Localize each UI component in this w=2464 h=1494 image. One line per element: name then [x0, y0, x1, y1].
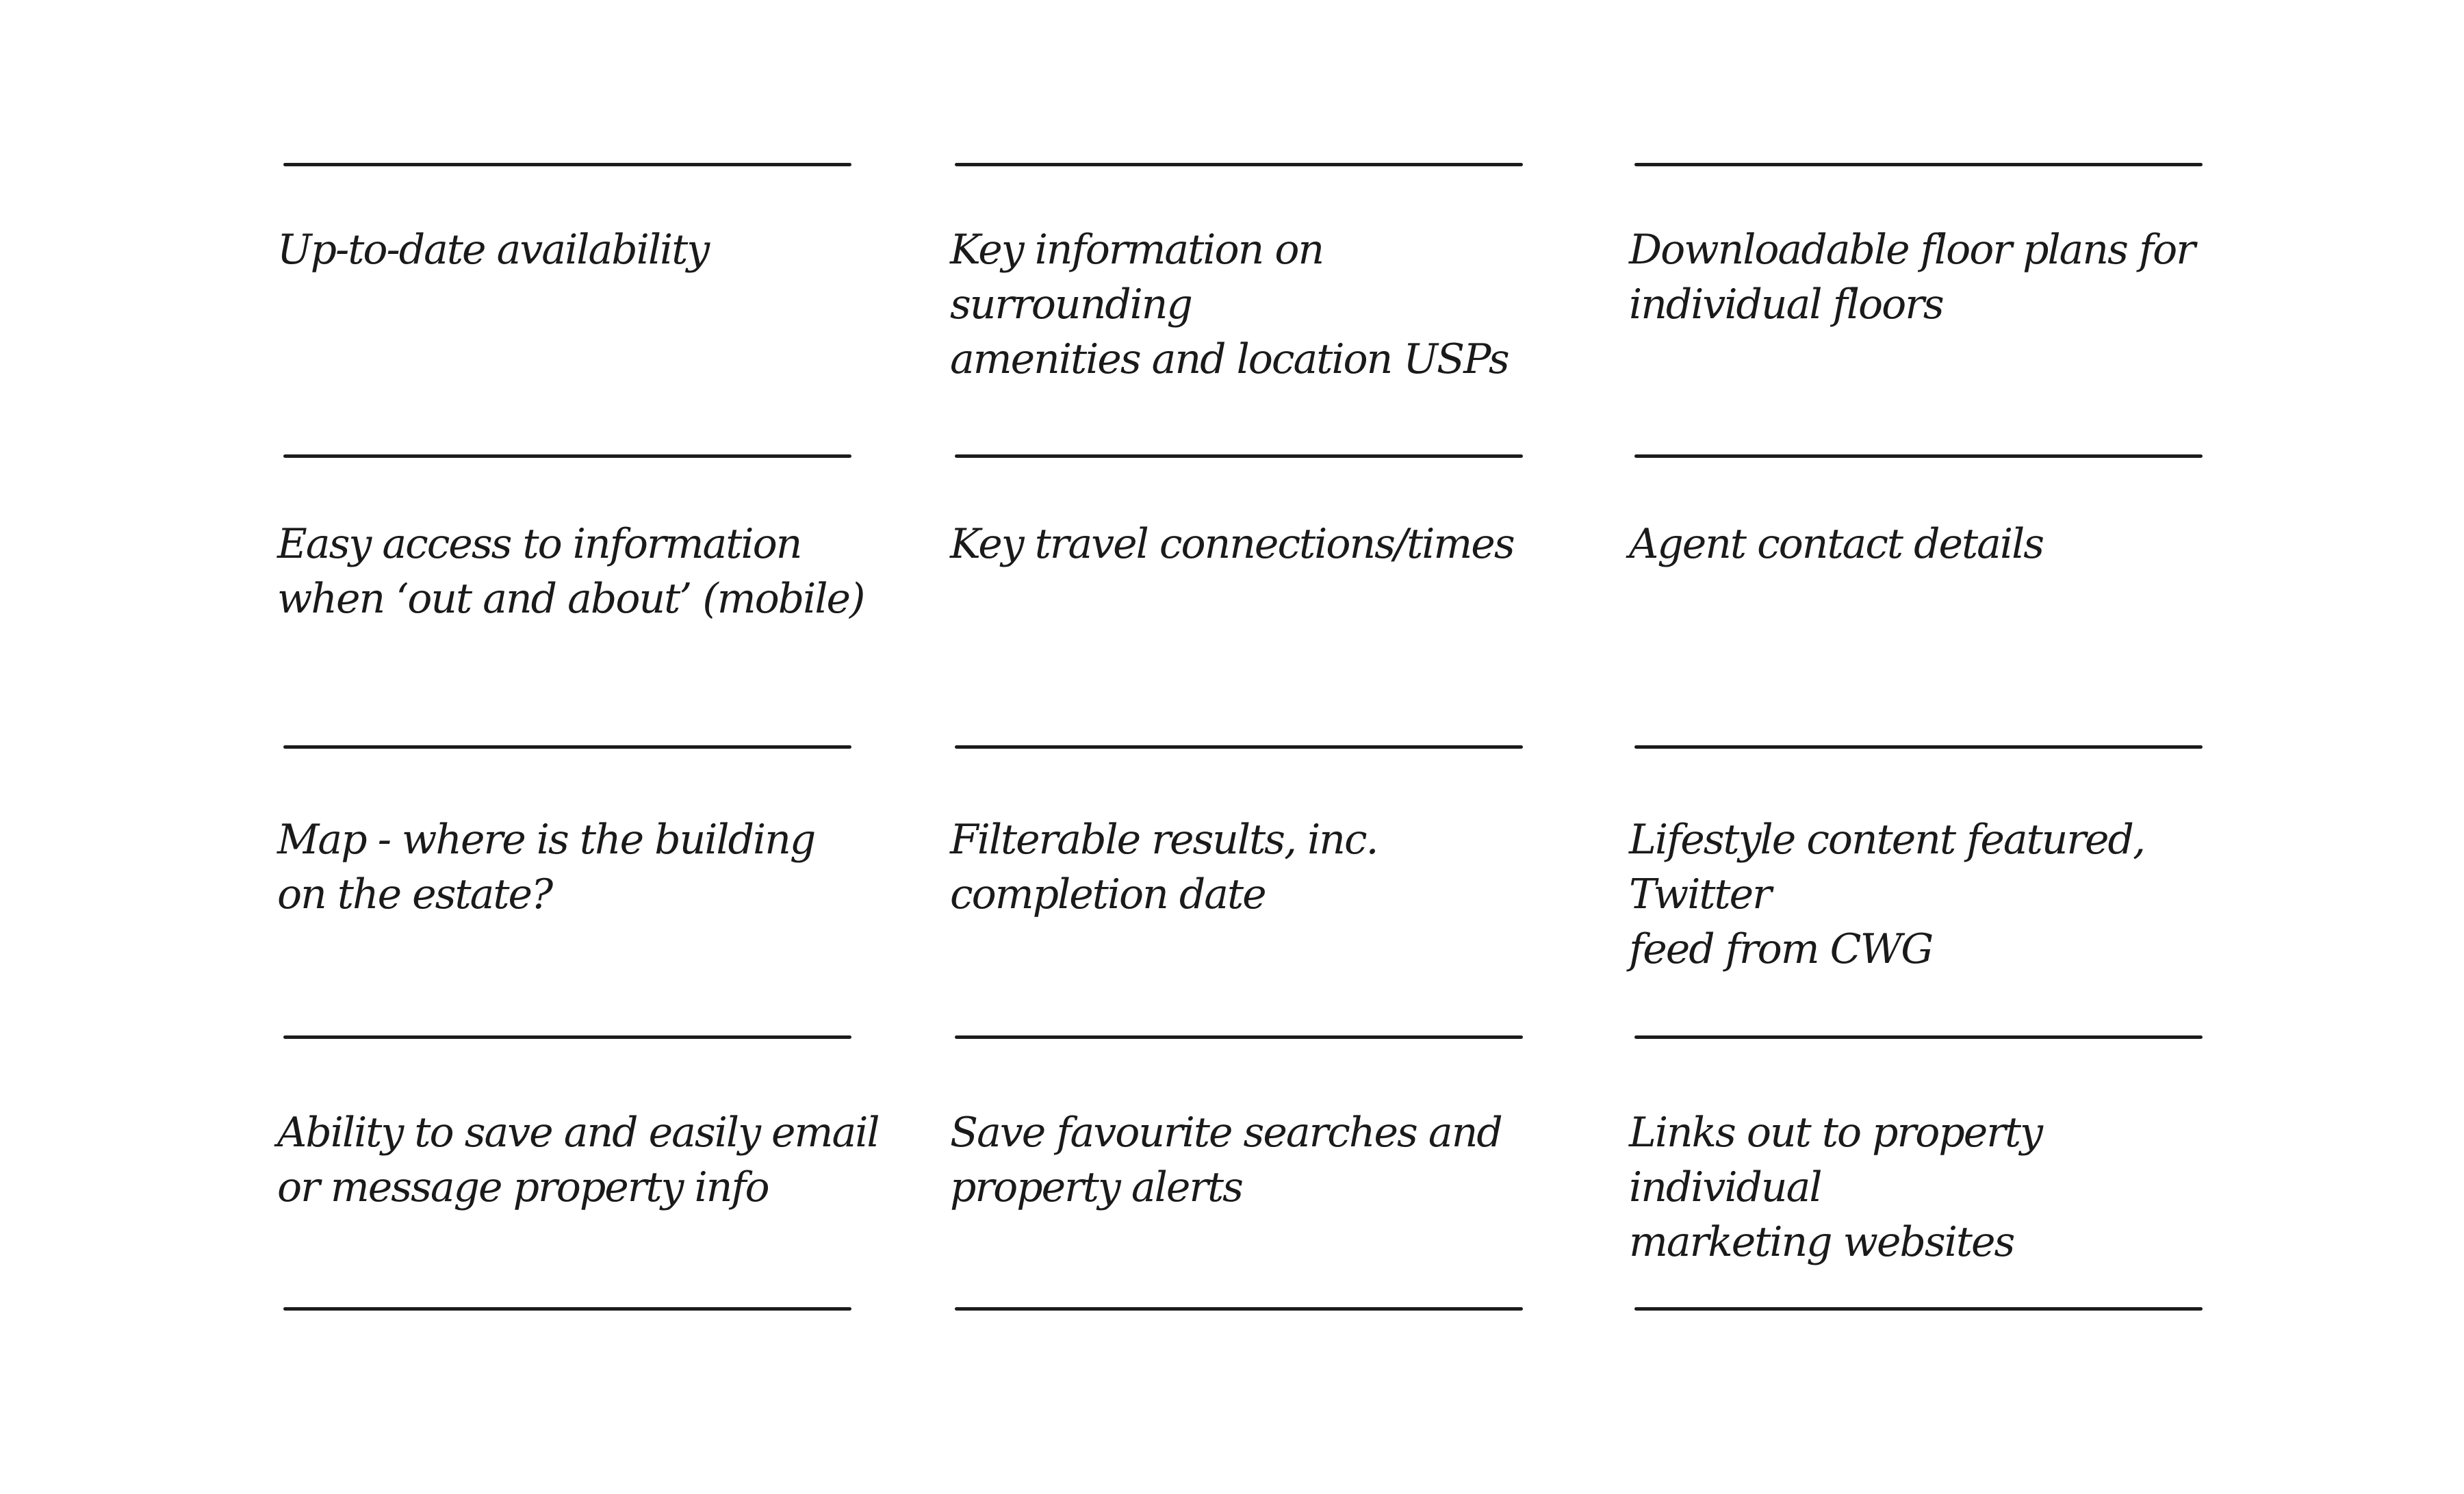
divider-line [283, 454, 851, 458]
requirement-item: Key travel connections/times [950, 520, 1514, 568]
requirement-item: Save favourite searches and property alerts [950, 1109, 1502, 1211]
divider-line [955, 163, 1523, 166]
divider-line [283, 1035, 851, 1039]
divider-line [283, 1307, 851, 1311]
requirement-item: Filterable results, inc. completion date [950, 816, 1378, 918]
divider-line [1634, 1307, 2203, 1311]
requirement-item: Ability to save and easily email or message property info [277, 1109, 879, 1211]
divider-line [283, 163, 851, 166]
requirement-item: Lifestyle content featured, Twitter feed from CWG [1629, 816, 2145, 973]
divider-line [283, 745, 851, 749]
divider-line [1634, 163, 2203, 166]
divider-line [1634, 1035, 2203, 1039]
divider-line [955, 1035, 1523, 1039]
requirement-item: Key information on surrounding amenities and location USPs [950, 226, 1509, 383]
divider-line [955, 745, 1523, 749]
requirement-item: Downloadable floor plans for individual floors [1629, 226, 2194, 329]
divider-line [1634, 454, 2203, 458]
divider-line [1634, 745, 2203, 749]
requirement-item: Map - where is the building on the estate? [277, 816, 815, 918]
divider-line [955, 1307, 1523, 1311]
requirement-item: Easy access to information when ‘out and about’ (mobile) [277, 520, 864, 623]
requirement-item: Links out to property individual marketing websites [1629, 1109, 2042, 1266]
divider-line [955, 454, 1523, 458]
requirement-item: Agent contact details [1629, 520, 2044, 568]
requirement-item: Up-to-date availability [277, 226, 709, 274]
